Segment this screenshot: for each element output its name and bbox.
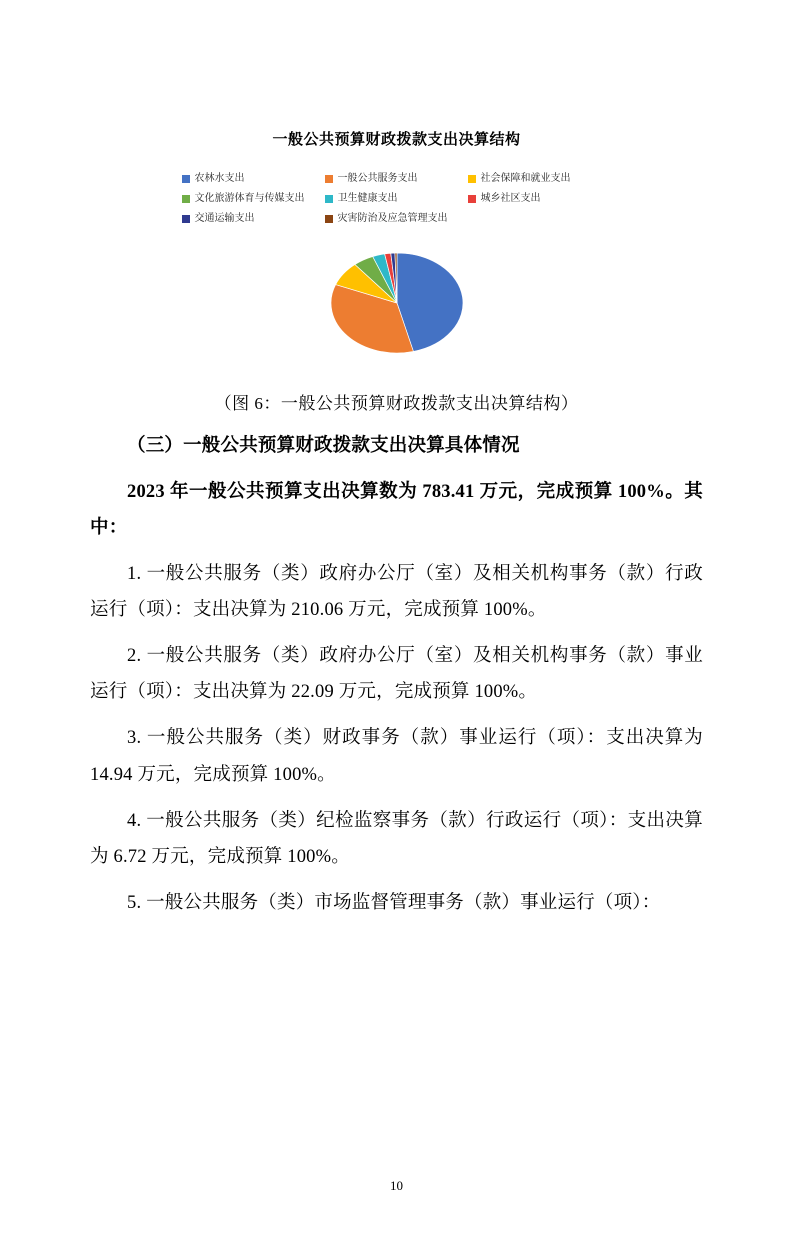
legend-swatch-icon: [468, 175, 476, 183]
legend-item: [468, 193, 611, 204]
legend-item: [325, 173, 468, 184]
legend-label: 交通运输支出: [194, 213, 255, 224]
legend-swatch-icon: [182, 175, 190, 183]
legend-swatch-icon: [325, 175, 333, 183]
legend-item: [325, 213, 525, 224]
legend-swatch-icon: [468, 195, 476, 203]
document-page: [0, 128, 793, 1250]
pie-chart-svg: [297, 243, 497, 363]
legend-item: [468, 173, 611, 184]
legend-label: 城乡社区支出: [480, 193, 541, 204]
paragraph-item-5: 5. 一般公共服务（类）市场监督管理事务（款）事业运行（项）：: [127, 892, 661, 913]
legend-item: [182, 213, 325, 224]
legend-swatch-icon: [325, 215, 333, 223]
paragraph-item-3: 3. 一般公共服务（类）财政事务（款）事业运行（项）：支出决算为 14.94 万元，完成预算 100%。: [90, 728, 703, 785]
legend-label: 一般公共服务支出: [337, 173, 418, 184]
chart-figure: [90, 128, 703, 363]
page-number: 10: [390, 1178, 403, 1193]
section-heading: （三）一般公共预算财政拨款支出决算具体情况: [127, 436, 520, 456]
paragraph-item-1: 1. 一般公共服务（类）政府办公厅（室）及相关机构事务（款）行政运行（项）：支出决算为 210.06 万元，完成预算 100%。: [90, 564, 703, 621]
legend-label: 社会保障和就业支出: [480, 173, 571, 184]
legend-item: [325, 193, 468, 204]
legend-swatch-icon: [182, 215, 190, 223]
legend-item: [182, 173, 325, 184]
legend-item: [182, 193, 325, 204]
pie-chart: [90, 243, 703, 363]
legend-label: 卫生健康支出: [337, 193, 398, 204]
paragraph-item-2: 2. 一般公共服务（类）政府办公厅（室）及相关机构事务（款）事业运行（项）：支出决算为 22.09 万元，完成预算 100%。: [90, 646, 703, 703]
chart-title: 一般公共预算财政拨款支出决算结构: [272, 131, 521, 148]
chart-legend: [182, 173, 612, 233]
legend-label: 灾害防治及应急管理支出: [337, 213, 448, 224]
paragraph-item-4: 4. 一般公共服务（类）纪检监察事务（款）行政运行（项）：支出决算为 6.72 万元，完成预算 100%。: [90, 810, 703, 867]
legend-label: 文化旅游体育与传媒支出: [194, 193, 305, 204]
paragraph-summary: 2023 年一般公共预算支出决算数为 783.41 万元，完成预算 100%。其中：: [90, 482, 703, 539]
figure-caption: （图 6：一般公共预算财政拨款支出决算结构）: [214, 394, 579, 413]
legend-swatch-icon: [325, 195, 333, 203]
legend-swatch-icon: [182, 195, 190, 203]
legend-label: 农林水支出: [194, 173, 245, 184]
